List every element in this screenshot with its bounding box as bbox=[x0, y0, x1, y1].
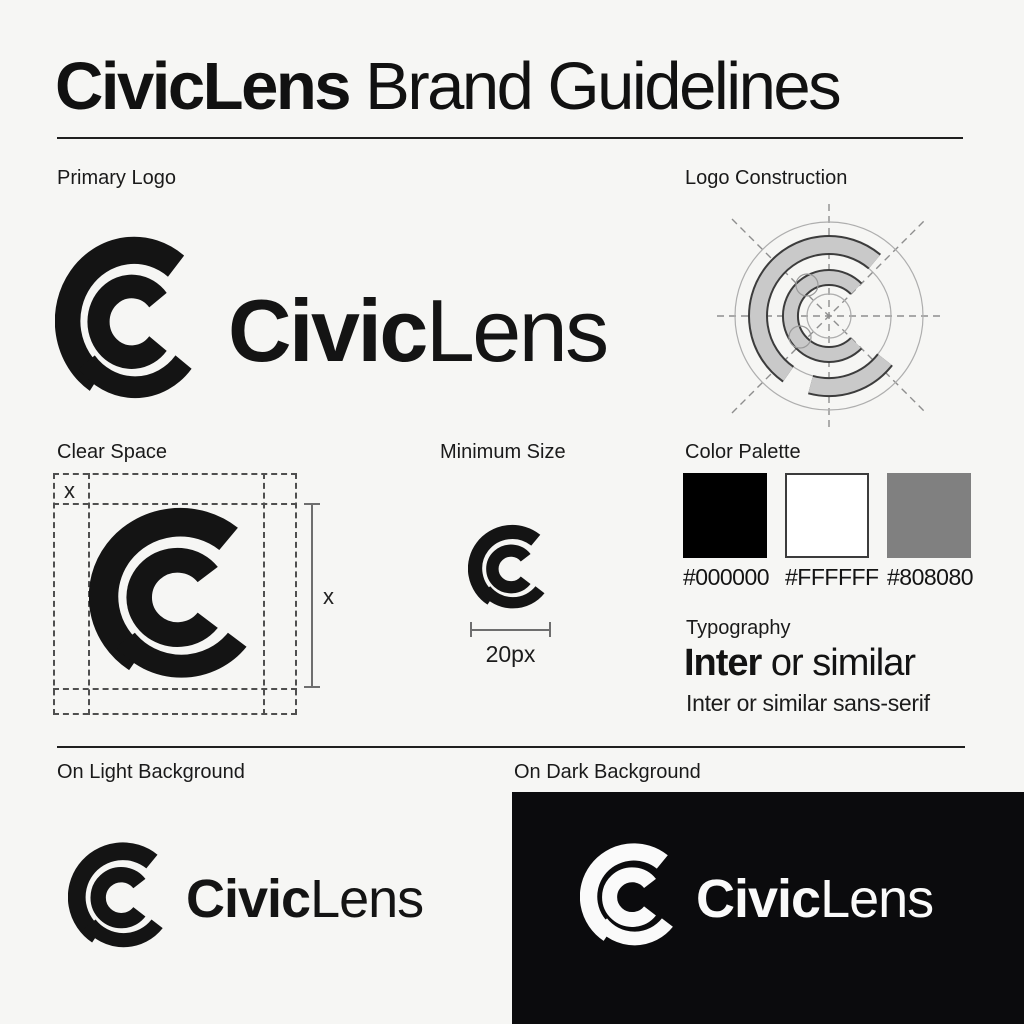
logo-construction-drawing bbox=[713, 200, 945, 432]
civiclens-logo-mark bbox=[89, 504, 262, 687]
color-swatch-gray bbox=[887, 473, 971, 558]
civiclens-logo-mark bbox=[55, 233, 205, 407]
wordmark-light: Lens bbox=[310, 869, 424, 929]
typography-secondary: Inter or similar sans-serif bbox=[686, 690, 930, 716]
section-label-primary-logo: Primary Logo bbox=[57, 167, 176, 189]
wordmark-bold: Civic bbox=[696, 869, 821, 929]
hex-label-white: #FFFFFF bbox=[785, 564, 879, 590]
hex-label-gray: #808080 bbox=[887, 564, 974, 590]
typography-family-suffix: or similar bbox=[761, 642, 916, 684]
hex-label-black: #000000 bbox=[683, 564, 770, 590]
civiclens-wordmark bbox=[228, 281, 607, 380]
clearspace-guide-bottom bbox=[53, 688, 297, 690]
section-label-clear-space: Clear Space bbox=[57, 441, 168, 463]
clearspace-height-label: x bbox=[323, 584, 334, 609]
minsize-value-label: 20px bbox=[485, 641, 536, 667]
civiclens-logo-mark bbox=[468, 523, 552, 613]
civiclens-logo-mark bbox=[580, 841, 682, 951]
section-label-on-dark: On Dark Background bbox=[514, 761, 701, 783]
logo-construction-diagram bbox=[713, 200, 945, 432]
clearspace-margin-label: x bbox=[64, 478, 75, 503]
clearspace-measure-line bbox=[304, 503, 320, 688]
section-label-on-light: On Light Background bbox=[57, 761, 245, 783]
wordmark-light: Lens bbox=[425, 281, 607, 380]
wordmark-bold: Civic bbox=[186, 869, 311, 929]
civiclens-wordmark bbox=[696, 869, 934, 929]
section-label-typography: Typography bbox=[686, 617, 791, 639]
bottom-divider bbox=[57, 746, 965, 748]
section-label-minimum-size: Minimum Size bbox=[440, 441, 566, 463]
page-title-rest: Brand Guidelines bbox=[349, 49, 840, 124]
section-label-logo-construction: Logo Construction bbox=[685, 167, 848, 189]
civiclens-logo-mark bbox=[68, 840, 172, 953]
wordmark-light: Lens bbox=[820, 869, 934, 929]
typography-family: Inter bbox=[684, 642, 762, 684]
section-label-color-palette: Color Palette bbox=[685, 441, 801, 463]
civiclens-wordmark bbox=[186, 869, 424, 929]
clearspace-guide-right bbox=[263, 473, 265, 715]
color-swatch-white bbox=[785, 473, 869, 558]
wordmark-bold: Civic bbox=[228, 281, 426, 380]
typography-primary bbox=[684, 644, 915, 682]
header-divider bbox=[57, 137, 963, 139]
page-title-brand: CivicLens bbox=[55, 49, 350, 124]
page-title bbox=[55, 48, 1005, 125]
color-swatch-black bbox=[683, 473, 767, 558]
minsize-measure-line bbox=[470, 622, 551, 637]
